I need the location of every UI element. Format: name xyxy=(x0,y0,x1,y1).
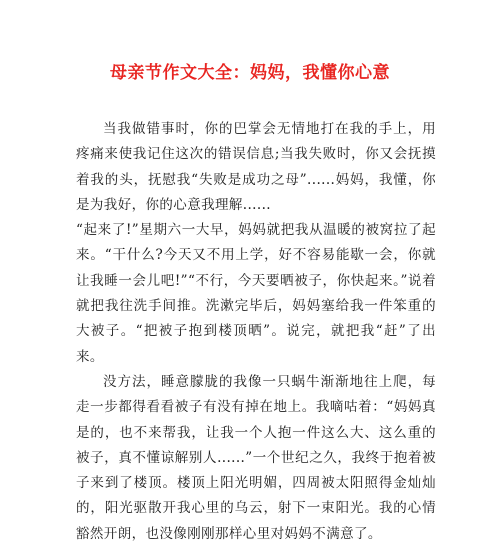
paragraph-2: “起来了!”星期六一大早，妈妈就把我从温暖的被窝拉了起来。“干什么?今天又不用上学，好不容易能歇一会，你就让我睡一会儿吧!”“不行，今天要晒被子，你快起来。”说着就把我往洗手间推。洗漱完毕后，妈妈塞给我一件笨重的大被子。“把被子抱到楼顶晒”。说完，就把我“赶”了出来。 xyxy=(76,222,436,365)
page-title: 母亲节作文大全：妈妈，我懂你心意 xyxy=(110,63,390,83)
paragraph-3: 没方法，睡意朦胧的我像一只蜗牛渐渐地往上爬，每走一步都得看看被子有没有掉在地上。我嘀咕着：“妈妈真是的，也不来帮我，让我一个人抱一件这么大、这么重的被子，真不懂谅解别人......”一个世纪之久，我终于抱着被子来到了楼顶。楼顶上阳光明媚，四周被太阳照得金灿灿的，阳光驱散开我心里的乌云，射下一束阳光。我的心情豁然开朗，也没像刚刚那样心里对妈妈不满意了。 xyxy=(76,373,436,542)
paragraph-1: 当我做错事时，你的巴掌会无情地打在我的手上，用疼痛来使我记住这次的错误信息;当我失败时，你又会抚摸着我的头，抚慰我“失败是成功之母”......妈妈，我懂，你是为我好，你的心意我理解...... xyxy=(76,121,436,213)
article-body xyxy=(76,117,436,547)
